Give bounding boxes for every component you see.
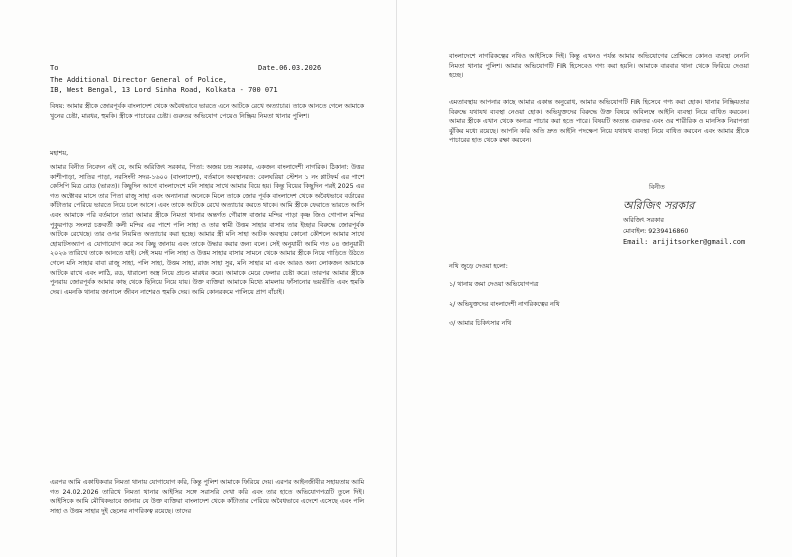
to-label: To: [50, 64, 59, 72]
signature: অরিজিৎ সরকার: [623, 199, 695, 212]
sender-email: Email: arijitsorker@gmail.com: [623, 238, 746, 246]
letter-date: Date.06.03.2026: [258, 64, 322, 72]
body-paragraph: আমার বিনীত নিবেদন এই যে, আমি অরিজিৎ সরকার, পিতা: অজয় চন্দ্র সরকার, একজন বাংলাদেশী নাগরিক। ঠিকানা: উত্তর কাশীপাড়া, সাতির পাড়া, নরসিংদী সদর-১৬০০ (বাংলাদেশ), বর্তমানে অবস্থানরত: বেলঘরিয়া স্টেশন ১ নং প্লাটফর্ম এর পাশে কেসিপি মিত্র রোড (ভারত)। কিছুদিন আগে বাংলাদেশে মনি সাহার সাথে আমার বিয়ে হয়। কিন্তু বিয়ের কিছুদিন পরই 2025 এর গত অক্টোবর মাসে তার পিতা রাজু সাহা এবং অন্যান্যরা অনেকে মিলে তাকে জোর পূর্বক বাংলাদেশ থেকে অবৈধভাবে বর্ডারের কাঁটাতার পেরিয়ে ভারতে নিয়ে চলে আসে। এবং তাকে আটকে রেখে অত্যাচার করতে থাকে। আমি স্ত্রীকে ফেরাতে ভারতে আসি এবং আমাকে পরি বর্তমানে তারা আমার স্ত্রীকে নিমতা থানার অন্তর্গত গৌরাঙ্গ বাজার মন্দির পাড়া কৃষ্ণ জিও গোপাল মন্দির পুকুরপাড় সংলগ্ন চক্রবর্তী কলী মন্দির এর পাশে পলি সাহা ও তার স্বামী উত্তম সাহার বাসায় তার ইচ্ছার বিরুদ্ধে জোরপূর্বক আটকে রেখেছে। তার ওপর নিয়মিত অত্যাচার করা হচ্ছে। আমার স্ত্রী মনি সাহা আটক অবস্থায় কোনো কৌশলে আমার সাথে হোয়াটসঅ্যাপ এ যোগাযোগ করে সব কিছু জানায় এবং তাকে উদ্ধার করার জন্য বলে। সেই অনুযায়ী আমি গত ০৪ জানুয়ারী ২০২৬ তারিখে তাকে আনতে যাই। সেই সময় পলি সাহা ও উত্তম সাহার বাসার সামনে থেকে আমার স্ত্রীকে নিয়ে গাড়িতে উঠতে গেলে মনি সাহার বাবা রাজু সাহা, পলি সাহা, উত্তম সাহা, রাজ সাহা সুর, মনি সাহার মা এবং আরও অন্য লোকজন আমাকে আটকে রাখে এবং লাঠি, রড, ধারালো অস্ত্র নিয়ে প্রচণ্ড মারধর করে। আমাকে মেরে ফেলার চেষ্টা করে। তারপর আমার স্ত্রীকে পুনরায় জোরপূর্বক আমার কাছ থেকে ছিনিয়ে নিয়ে যায়। উক্ত ব্যক্তিরা আমাকে মিথ্যে মামলায় ফাঁসানোর ভয়ভীতি এবং হুমকি দেয়। এমনকি থানায় জানালে জীবন নাশেরও হুমকি দেয়। আমি কোনরকমে পালিয়ে প্রাণ বাঁচাই।: [50, 164, 364, 296]
address-line: The Additional Director General of Police,: [50, 76, 228, 84]
closing-text: বিনীত: [649, 184, 665, 191]
sender-mobile: মোবাইল: 9239416860: [623, 228, 689, 235]
body-paragraph: এমতাবস্থায় আপনার কাছে আমার একান্ত অনুরোধ, আমার অভিযোগটি FIR হিসেবে গণ্য করা হোক। থানার নিষ্ক্রিয়তার বিরুদ্ধে যথাযথ ব্যবস্থা নেওয়া হোক। অভিযুক্তদের বিরুদ্ধে উক্ত বিষয়ে অবিলম্বে আইনি ব্যবস্থা নিয়ে বাধিত করবেন। আমার স্ত্রীকে এখান থেকে অন্যত্র পাচার করা হতে পারে। বিষয়টি অত্যন্ত গুরুতর এবং ওর শারীরিক ও মানসিক নিরাপত্তা ঝুঁকির মধ্যে রয়েছে। আপনি করি অতি দ্রুত আইনি পদক্ষেপ নিয়ে যথাযথ ব্যবস্থা নিয়ে বাধিত করবেন এবং আমার স্ত্রীকে পাচারের হাত থেকে রক্ষা করবেন।: [449, 99, 749, 145]
attachment-item: ১/ থানায় জমা দেওয়া অভিযোগপত্র: [449, 281, 539, 288]
body-paragraph: এরপর আমি একাধিকবার নিমতা থানায় যোগাযোগ করি, কিন্তু পুলিশ আমাকে ফিরিয়ে দেয়। এরপর আইনজীবীর সহায়তায় আমি গত 24.02.2026 তারিখে নিমতা থানার আইসির সঙ্গে সরাসরি দেখা করি এবং তার হাতে অভিযোগপত্রটি তুলে দিই। আইসিকে আমি মৌখিকভাবে জানায় যে উক্ত ব্যক্তিরা বাংলাদেশ থেকে কাঁটাতার পেরিয়ে অবৈধভাবে এদেশে এসেছে এবং পলি সাহা ও উত্তম সাহার দুই ছেলের নাগরিকত্ব রয়েছে। তাদের: [50, 479, 364, 515]
body-paragraph: বাংলাদেশে নাগরিকত্বের নথিও আইসিকে দিই। কিন্তু এখনও পর্যন্ত আমার অভিযোগের প্রেক্ষিতে কোনও ব্যবস্থা নেননি নিমতা থানার পুলিশ। আমার অভিযোগটি FIR হিসেবেও গণ্য করা হয়নি। আমাকে বারবার থানা থেকে ফিরিয়ে দেওয়া হচ্ছে।: [449, 53, 749, 80]
letter-page-2: [396, 0, 792, 557]
attachments-heading: নথি জুড়ে দেওয়া হলো:: [449, 263, 508, 270]
attachments-list: [449, 280, 749, 329]
letter-subject: বিষয়: আমার স্ত্রীকে জোরপূর্বক বাংলাদেশ থেকে অবৈধভাবে ভারতে এনে আটকে রেখে অত্যাচার। তাকে আনতে গেলে আমাকে খুনের চেষ্টা, মারধর, হুমকি। স্ত্রীকে পাচারের চেষ্টা। গুরুতর অভিযোগ পেয়েও নিষ্ক্রিয় নিমতা থানার পুলিশ।: [50, 103, 364, 120]
recipient-address: [50, 76, 370, 95]
address-line: IB, West Bengal, 13 Lord Sinha Road, Kolkata - 700 071: [50, 85, 278, 94]
attachment-item: ২/ অভিযুক্তদের বাংলাদেশী নাগরিকত্বের নথি: [449, 300, 560, 308]
salutation: মহাশয়,: [50, 150, 69, 157]
sender-name: অরিজিৎ সরকার: [623, 217, 664, 224]
attachment-item: ৩/ আমার চিকিৎসার নথি: [449, 320, 512, 328]
